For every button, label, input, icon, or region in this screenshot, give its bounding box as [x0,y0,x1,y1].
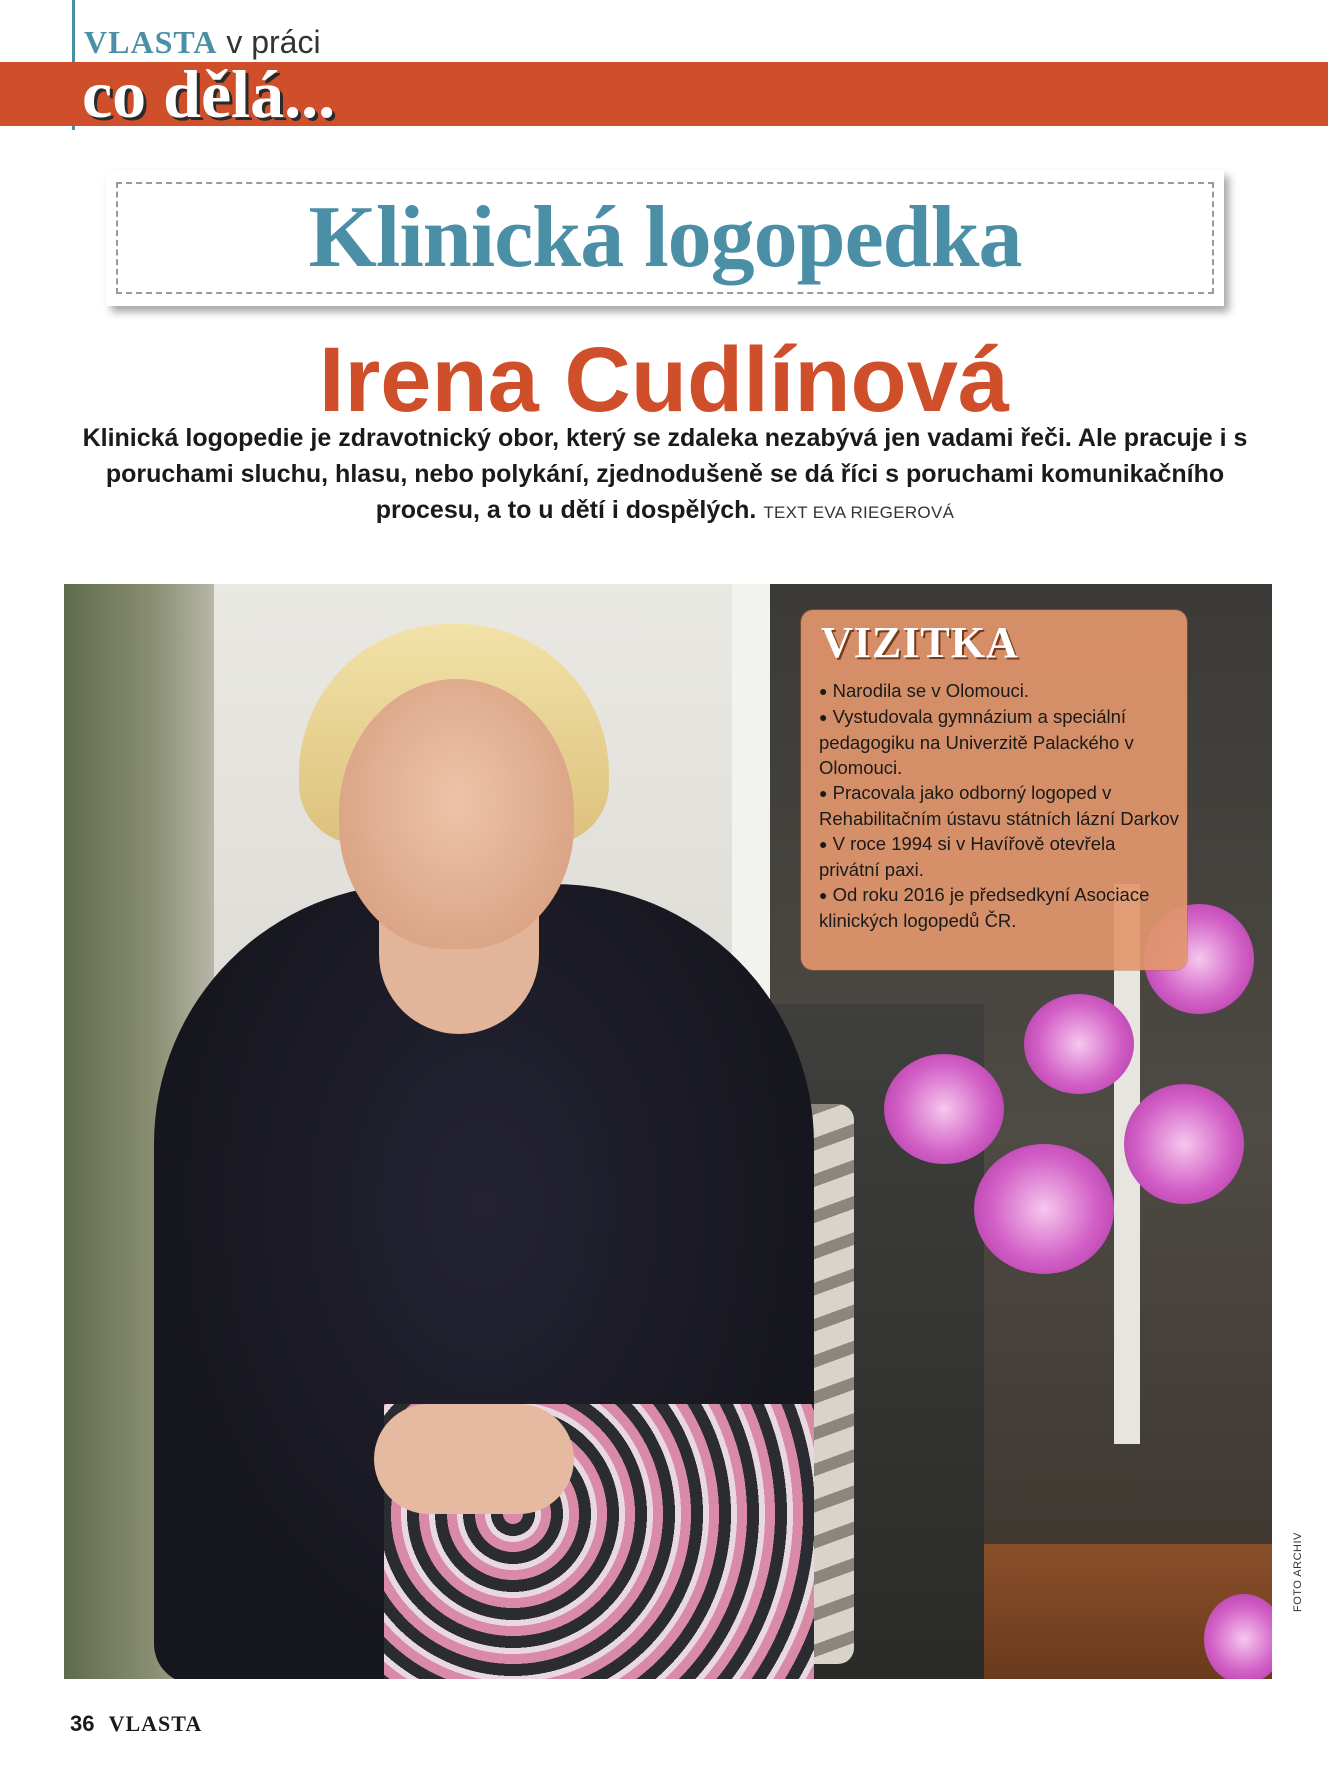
vizitka-item [819,704,1179,780]
person-name: Irena Cudlínová [318,329,1010,431]
photo-orchid [974,1144,1114,1274]
vizitka-list [819,678,1179,933]
bullet-icon: ● [819,709,828,725]
photo-person-face [339,679,574,949]
vizitka-item [819,831,1179,882]
text-credit: TEXT EVA RIEGEROVÁ [763,503,955,522]
photo-orchid [1024,994,1134,1094]
bullet-icon: ● [819,785,828,801]
magazine-name: VLASTA [108,1711,203,1736]
vizitka-item [819,882,1179,933]
rubric-brand: VLASTA [84,24,218,60]
rubric-sub: v práci [226,24,321,60]
vizitka-item-text: V roce 1994 si v Havířově otevřela privátní paxi. [819,833,1116,880]
vizitka-item [819,780,1179,831]
lead-paragraph [70,420,1260,531]
vizitka-item-text: Vystudovala gymnázium a speciální pedagogiku na Univerzitě Palackého v Olomouci. [819,706,1134,778]
photo-orchid [884,1054,1004,1164]
page-footer [70,1710,202,1738]
vizitka-item-text: Od roku 2016 je předsedkyní Asociace klinických logopedů ČR. [819,884,1150,931]
bullet-icon: ● [819,836,828,852]
vizitka-item-text: Narodila se v Olomouci. [832,680,1029,701]
vizitka-title: VIZITKA [821,618,1019,667]
photo-credit: FOTO ARCHIV [1292,1532,1304,1612]
vizitka-box [801,610,1187,970]
page-number: 36 [70,1711,95,1736]
headline-box [106,170,1224,306]
bullet-icon: ● [819,887,828,903]
bullet-icon: ● [819,683,828,699]
photo-orchid [1124,1084,1244,1204]
photo-person-hands [374,1404,574,1514]
vizitka-item-text: Pracovala jako odborný logoped v Rehabilitačním ústavu státních lázní Darkov [819,782,1179,829]
lead-text: Klinická logopedie je zdravotnický obor, který se zdaleka nezabývá jen vadami řeči. Ale pracuje i s poruchami sluchu, hlasu, nebo polykání, zjednodušeně se dá říci s poruchami komunikačního procesu, a to u dětí i dospělých. [82,424,1248,524]
headline: Klinická logopedka [308,189,1022,286]
section-title: co dělá... [82,56,336,132]
vizitka-item [819,678,1179,704]
